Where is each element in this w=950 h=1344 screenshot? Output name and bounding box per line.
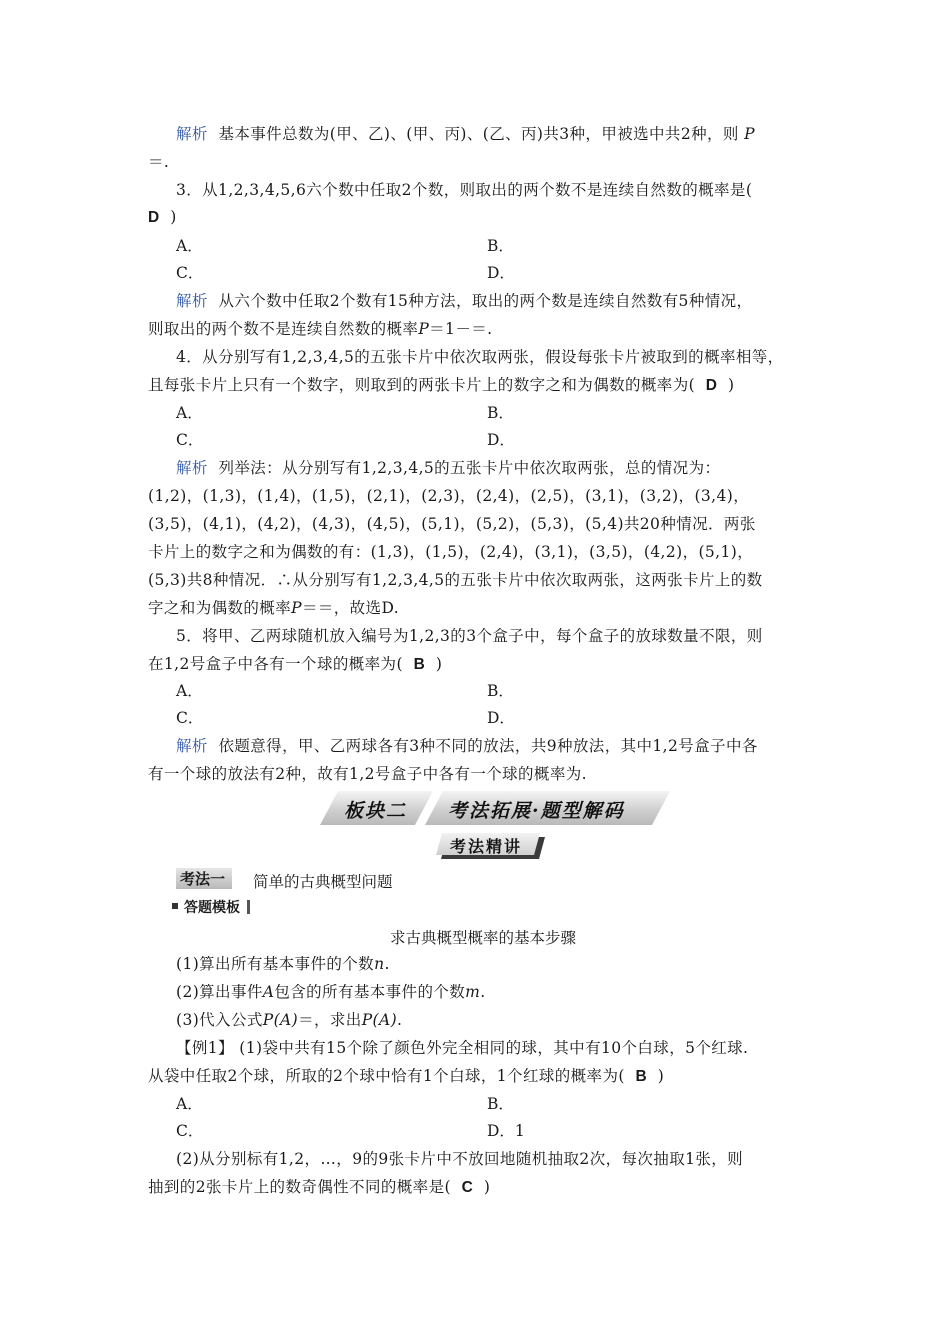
- step-2-text2: 包含的所有基本事件的个数: [274, 983, 466, 1001]
- banner-right-text: 考法拓展·题型解码: [448, 800, 625, 822]
- q4-analysis-text: 列举法：从分别写有1,2,3,4,5的五张卡片中依次取两张，总的情况为：: [218, 459, 721, 477]
- q3-answer-line: [148, 207, 818, 228]
- analysis-tag: 解析: [176, 292, 208, 310]
- analysis-tag: 解析: [176, 459, 208, 477]
- example1-part2-answer: C: [461, 1179, 474, 1196]
- q3-option-a: A．: [176, 237, 203, 255]
- q3-option-c: C．: [176, 264, 204, 282]
- step-2-end: .: [480, 983, 486, 1001]
- q5-close: ): [435, 655, 443, 673]
- example1-part2-line2: [148, 1177, 818, 1198]
- var-n: n: [374, 955, 385, 973]
- q3-analysis-line1: [176, 291, 846, 311]
- template-label: 答题模板: [184, 900, 240, 916]
- q3-analysis-tail: ＝1－＝.: [429, 320, 493, 338]
- q3-analysis-text2: 则取出的两个数不是连续自然数的概率: [148, 320, 419, 338]
- example1-line1: [176, 1038, 846, 1058]
- var-pa: P(A): [262, 1011, 299, 1029]
- step-3: [176, 1010, 846, 1030]
- example1-option-d: D．1: [487, 1122, 525, 1140]
- q4-analysis-line6: [148, 598, 818, 618]
- sub-banner-text: 考法精讲: [450, 837, 523, 856]
- example1-option-b: B．: [487, 1095, 514, 1113]
- step-3-text2: ＝，求出: [298, 1011, 362, 1029]
- q5-option-c: C．: [176, 709, 204, 727]
- method-tag: [176, 868, 232, 889]
- q4-stem-line2: [148, 375, 818, 396]
- q4-answer: D: [705, 377, 718, 394]
- method-tag-text: 考法一: [180, 870, 226, 888]
- q4-stem-line1: 4．从分别写有1,2,3,4,5的五张卡片中依次取两张，假设每张卡片被取到的概率相等，: [176, 348, 784, 366]
- q4-analysis-line3: (3,5)，(4,1)，(4,2)，(4,3)，(4,5)，(5,1)，(5,2)，(5,3)，(5,4)共20种情况．两张: [148, 515, 756, 533]
- q5-answer: B: [413, 656, 426, 673]
- bullet-square-icon: [172, 903, 178, 909]
- example1-text2: 从袋中任取2个球，所取的2个球中恰有1个白球，1个红球的概率为(: [148, 1067, 625, 1085]
- example-tag: 【例1】: [176, 1039, 234, 1057]
- step-1-text: (1)算出所有基本事件的个数: [176, 955, 375, 973]
- example1-answer: B: [635, 1068, 648, 1085]
- banner-left-text: 板块二: [344, 800, 408, 822]
- q3-stem: 3．从1,2,3,4,5,6六个数中任取2个数，则取出的两个数不是连续自然数的概率是(: [176, 181, 753, 199]
- q5-stem-text: 在1,2号盒子中各有一个球的概率为(: [148, 655, 403, 673]
- q5-stem-line1: 5．将甲、乙两球随机放入编号为1,2,3的3个盒子中，每个盒子的放球数量不限，则: [176, 627, 763, 645]
- q5-analysis-line2: 有一个球的放法有2种，故有1,2号盒子中各有一个球的概率为.: [148, 765, 587, 783]
- q3-analysis-text: 从六个数中任取2个数有15种方法，取出的两个数是连续自然数有5种情况，: [218, 292, 753, 310]
- var-p: P: [418, 320, 430, 338]
- method-title: 简单的古典概型问题: [253, 873, 393, 891]
- step-1: [176, 954, 846, 974]
- q4-option-d: D．: [487, 431, 515, 449]
- step-1-end: .: [384, 955, 390, 973]
- q3-analysis-line2: [148, 319, 818, 339]
- q2-analysis-line1: [176, 124, 846, 144]
- q4-analysis-tail: ＝＝，故选D.: [301, 599, 400, 617]
- q4-stem-text: 且每张卡片上只有一个数字，则取到的两张卡片上的数字之和为偶数的概率为(: [148, 376, 696, 394]
- section-banner: [320, 791, 670, 825]
- example1-line2: [148, 1066, 818, 1087]
- var-a: A: [262, 983, 275, 1001]
- analysis-tag: 解析: [176, 125, 208, 143]
- q5-stem-line2: [148, 654, 818, 675]
- example1-part2-line1: (2)从分别标有1,2，…，9的9张卡片中不放回地随机抽取2次，每次抽取1张，则: [176, 1150, 744, 1168]
- example1-text: (1)袋中共有15个除了颜色外完全相同的球，其中有10个白球，5个红球.: [239, 1039, 749, 1057]
- q5-option-a: A．: [176, 682, 203, 700]
- example1-option-a: A．: [176, 1095, 203, 1113]
- step-2-text: (2)算出事件: [176, 983, 263, 1001]
- q4-analysis-line1: [176, 458, 846, 478]
- q5-analysis-line1: [176, 736, 846, 756]
- var-p: P: [744, 125, 755, 143]
- var-pa2: P(A): [361, 1011, 398, 1029]
- q5-option-d: D．: [487, 709, 515, 727]
- q5-option-b: B．: [487, 682, 514, 700]
- q3-answer: D: [148, 209, 160, 226]
- step-3-text: (3)代入公式: [176, 1011, 263, 1029]
- example1-part2-close: ): [483, 1178, 491, 1196]
- template-bar-icon: [247, 900, 250, 914]
- sub-banner: [436, 833, 546, 857]
- q4-analysis-line5: (5,3)共8种情况．∴从分别写有1,2,3,4,5的五张卡片中依次取两张，这两张卡片上的数: [148, 571, 763, 589]
- q5-analysis-text: 依题意得，甲、乙两球各有3种不同的放法，共9种放法，其中1,2号盒子中各: [218, 737, 758, 755]
- q4-close: ): [727, 376, 735, 394]
- analysis-tag: 解析: [176, 737, 208, 755]
- q4-analysis-text6: 字之和为偶数的概率: [148, 599, 292, 617]
- q3-option-d: D．: [487, 264, 515, 282]
- example1-close: ): [657, 1067, 665, 1085]
- q4-analysis-line4: 卡片上的数字之和为偶数的有：(1,3)，(1,5)，(2,4)，(3,1)，(3,5)，(4,2)，(5,1)，: [148, 543, 754, 561]
- step-3-end: .: [397, 1011, 403, 1029]
- q2-analysis-text: 基本事件总数为(甲、乙)、(甲、丙)、(乙、丙)共3种，甲被选中共2种，则: [218, 125, 739, 143]
- var-m: m: [465, 983, 481, 1001]
- q4-option-c: C．: [176, 431, 204, 449]
- example1-part2-text: 抽到的2张卡片上的数奇偶性不同的概率是(: [148, 1178, 451, 1196]
- q4-option-b: B．: [487, 404, 514, 422]
- q2-analysis-line2: ＝.: [148, 153, 170, 171]
- steps-title: 求古典概型概率的基本步骤: [389, 929, 576, 947]
- q4-option-a: A．: [176, 404, 203, 422]
- q3-option-b: B．: [487, 237, 514, 255]
- example1-option-c: C．: [176, 1122, 204, 1140]
- step-2: [176, 982, 846, 1002]
- var-p: P: [291, 599, 302, 617]
- q3-close: ): [170, 208, 177, 226]
- q4-analysis-line2: (1,2)，(1,3)，(1,4)，(1,5)，(2,1)，(2,3)，(2,4)，(2,5)，(3,1)，(3,2)，(3,4)，: [148, 487, 750, 505]
